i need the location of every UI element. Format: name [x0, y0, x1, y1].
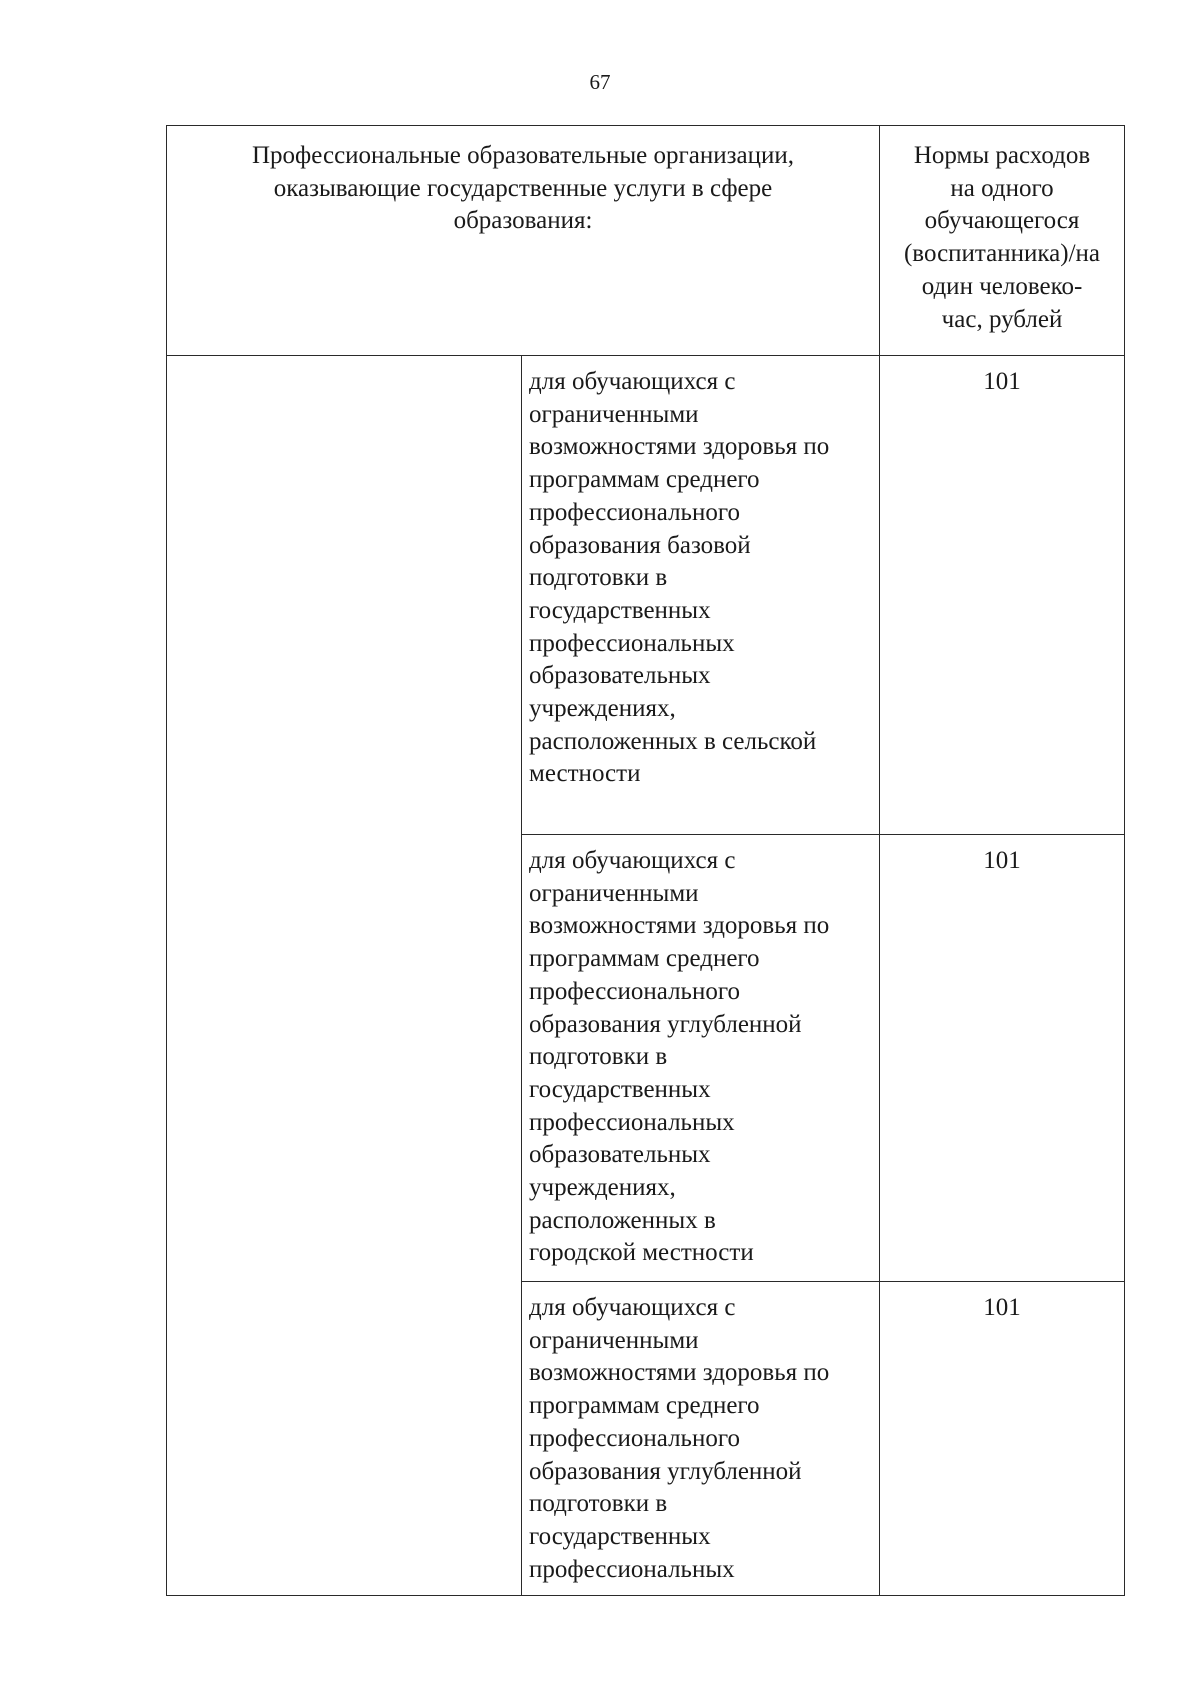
value-cell — [880, 1282, 1125, 1596]
category-cell — [522, 1282, 880, 1596]
category-text: для обучающихся с ограниченными возможностями здоровья по программам среднего профессионального образования углубленной подготовки в государственных профессиональных образовательных учреждениях, расположенных в городской местности — [529, 847, 830, 1267]
norms-table — [166, 125, 1125, 1596]
page-number: 67 — [589, 70, 611, 94]
category-cell — [522, 835, 880, 1282]
header-organizations-text: Профессиональные образовательные организации, оказывающие государственные услуги в сфере образования: — [252, 142, 794, 235]
header-norms — [880, 126, 1125, 356]
table-header-row — [167, 126, 1125, 356]
value-text: 101 — [983, 368, 1021, 395]
value-cell — [880, 356, 1125, 835]
header-organizations — [167, 126, 880, 356]
empty-group-cell — [167, 356, 522, 1596]
table-row — [167, 356, 1125, 835]
value-cell — [880, 835, 1125, 1282]
category-cell — [522, 356, 880, 835]
header-norms-text: Нормы расходов на одного обучающегося (воспитанника)/на один человеко- час, рублей — [903, 142, 1100, 333]
value-text: 101 — [983, 847, 1021, 874]
category-text: для обучающихся с ограниченными возможностями здоровья по программам среднего профессионального образования углубленной подготовки в государственных профессиональных — [529, 1294, 830, 1583]
category-text: для обучающихся с ограниченными возможностями здоровья по программам среднего профессионального образования базовой подготовки в государственных профессиональных образовательных учреждениях, расположенных в сельской местности — [529, 368, 830, 788]
value-text: 101 — [983, 1294, 1021, 1321]
